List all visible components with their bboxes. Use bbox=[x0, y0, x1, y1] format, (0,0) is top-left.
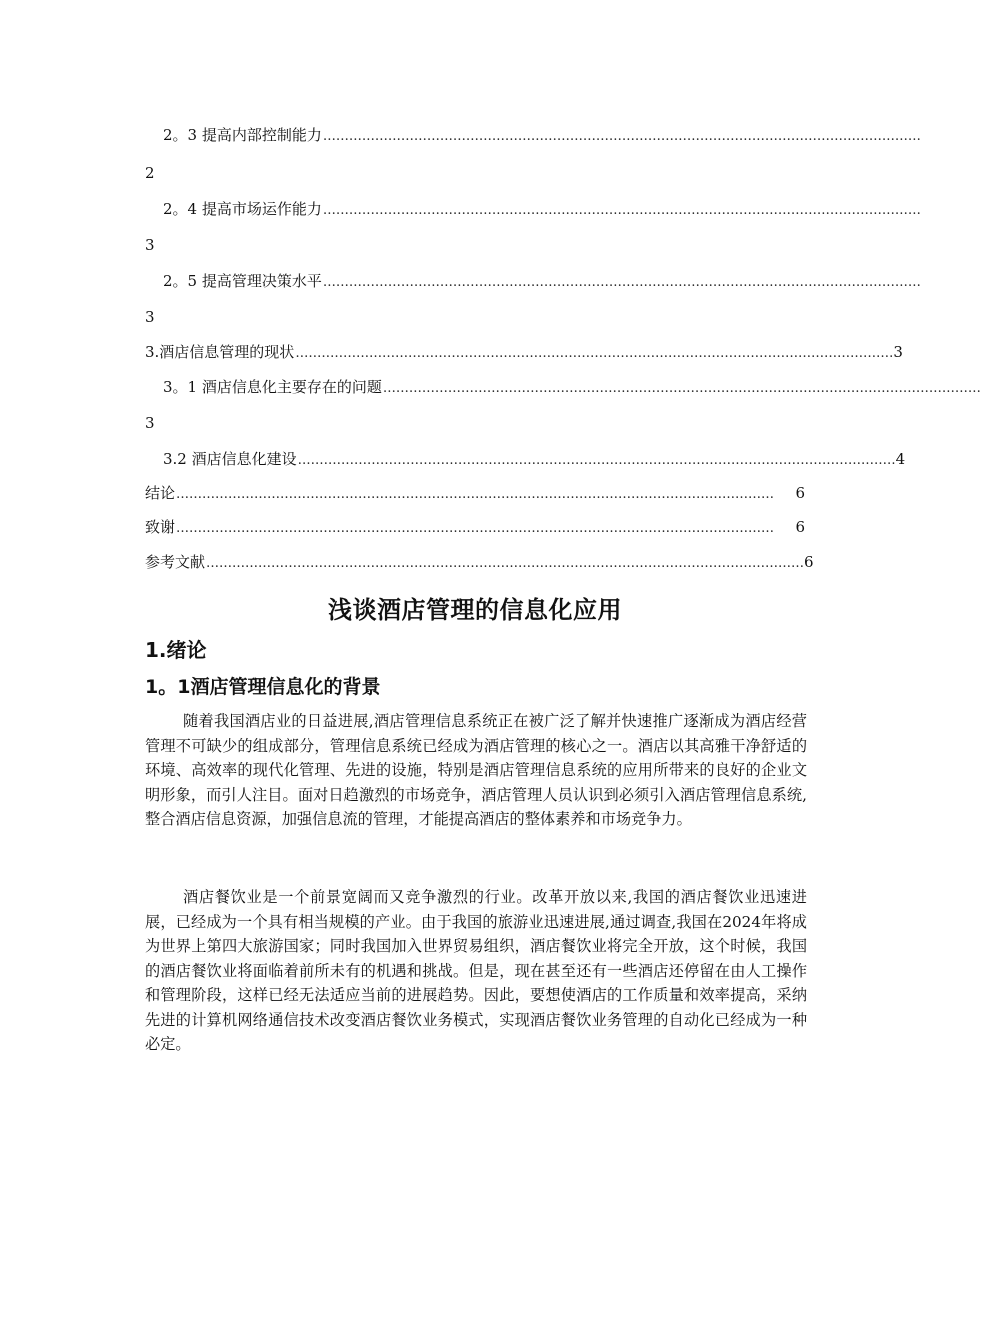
toc-entry[interactable] bbox=[163, 376, 981, 398]
subsection-heading: 1。1酒店管理信息化的背景 bbox=[145, 676, 381, 698]
toc-leader-dots: ………………………………………………………………………………………………………………………… bbox=[176, 487, 775, 502]
body-paragraph: 酒店餐饮业是一个前景宽阔而又竞争激烈的行业。改革开放以来,我国的酒店餐饮业迅速进展，已经成为一个具有相当规模的产业。由于我国的旅游业迅速进展,通过调查,我国在2024年将成为世界上第四大旅游国家；同时我国加入世界贸易组织，酒店餐饮业将完全开放，这个时候，我国的酒店餐饮业将面临着前所未有的机遇和挑战。但是，现在甚至还有一些酒店还停留在由人工操作和管理阶段，这样已经无法适应当前的进展趋势。因此，要想使酒店的工作质量和效率提高，采纳先进的计算机网络通信技术改变酒店餐饮业务模式，实现酒店餐饮业务管理的自动化已经成为一种必定。 bbox=[145, 888, 807, 1053]
toc-entry-title: 结论 bbox=[145, 484, 176, 502]
toc-entry[interactable] bbox=[145, 482, 805, 504]
toc-entry-title: 3.酒店信息管理的现状 bbox=[145, 343, 295, 361]
toc-entry-title: 3.2 酒店信息化建设 bbox=[163, 450, 297, 468]
toc-entry-page: 3 bbox=[145, 236, 155, 254]
toc-entry[interactable] bbox=[163, 448, 906, 470]
toc-entry[interactable] bbox=[145, 341, 903, 363]
toc-leader-dots: ………………………………………………………………………………………………………………………… bbox=[176, 521, 775, 536]
toc-entry-title: 致谢 bbox=[145, 518, 176, 536]
section-heading: 1.绪论 bbox=[145, 638, 207, 662]
toc-entry[interactable] bbox=[145, 516, 805, 538]
toc-leader-dots: ………………………………………………………………………………………………………………………… bbox=[297, 453, 896, 468]
toc-entry[interactable] bbox=[163, 198, 921, 220]
toc-entry-page: 3 bbox=[893, 343, 903, 361]
toc-entry-page: 6 bbox=[795, 518, 805, 536]
toc-entry-page: 4 bbox=[895, 450, 906, 468]
toc-leader-dots: ………………………………………………………………………………………………………………………… bbox=[322, 275, 921, 290]
toc-leader-dots: ………………………………………………………………………………………………………………………… bbox=[322, 129, 921, 144]
toc-entry-title: 2。5 提高管理决策水平 bbox=[163, 272, 322, 290]
toc-entry-page: 3 bbox=[145, 308, 155, 326]
toc-entry[interactable] bbox=[163, 270, 921, 292]
toc-entry[interactable] bbox=[163, 124, 921, 146]
body-paragraph: 随着我国酒店业的日益进展,酒店管理信息系统正在被广泛了解并快速推广逐渐成为酒店经营管理不可缺少的组成部分，管理信息系统已经成为酒店管理的核心之一。酒店以其高雅干净舒适的环境、高效率的现代化管理、先进的设施，特别是酒店管理信息系统的应用所带来的良好的企业文明形象，而引人注目。面对日趋激烈的市场竞争，酒店管理人员认识到必须引入酒店管理信息系统,整合酒店信息资源，加强信息流的管理，才能提高酒店的整体素养和市场竞争力。 bbox=[145, 712, 807, 828]
toc-leader-dots: ………………………………………………………………………………………………………………………… bbox=[322, 203, 921, 218]
toc-leader-dots: ………………………………………………………………………………………………………………………… bbox=[206, 556, 805, 571]
document-title: 浅谈酒店管理的信息化应用 bbox=[328, 596, 622, 624]
toc-leader-dots: ………………………………………………………………………………………………………………………… bbox=[382, 381, 981, 396]
toc-entry-page: 3 bbox=[145, 414, 155, 432]
toc-entry-title: 2。4 提高市场运作能力 bbox=[163, 200, 322, 218]
toc-entry-page: 2 bbox=[145, 164, 155, 182]
toc-entry-title: 参考文献 bbox=[145, 553, 206, 571]
toc-entry-title: 3。1 酒店信息化主要存在的问题 bbox=[163, 378, 382, 396]
toc-leader-dots: ………………………………………………………………………………………………………………………… bbox=[295, 346, 894, 361]
toc-entry-title: 2。3 提高内部控制能力 bbox=[163, 126, 322, 144]
toc-entry-page: 6 bbox=[795, 484, 805, 502]
toc-entry[interactable] bbox=[145, 551, 814, 573]
toc-entry-page: 6 bbox=[804, 553, 814, 571]
